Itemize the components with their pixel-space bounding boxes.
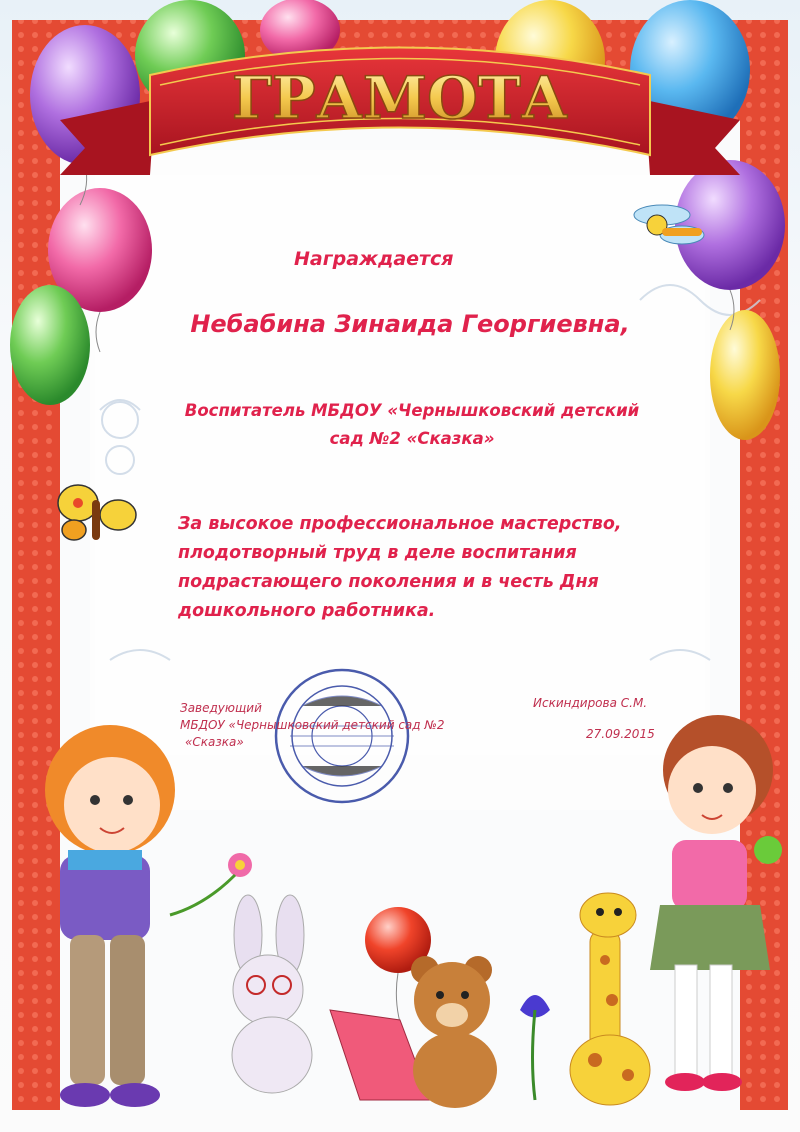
recipient-name: Небабина Зинаида Георгиевна, bbox=[190, 310, 630, 338]
signature-organization: МБДОУ «Чернышковский детский сад №2 bbox=[180, 718, 445, 732]
award-reason bbox=[178, 510, 698, 626]
recipient-position bbox=[172, 397, 652, 453]
reason-line: плодотворный труд в деле воспитания bbox=[178, 543, 577, 563]
reason-line: подрастающего поколения и в честь Дня bbox=[178, 572, 599, 592]
position-line: Воспитатель МБДОУ «Чернышковский детский bbox=[184, 401, 640, 420]
signature-date: 27.09.2015 bbox=[586, 727, 655, 741]
official-stamp bbox=[272, 666, 412, 806]
position-line: сад №2 «Сказка» bbox=[329, 429, 495, 448]
reason-line: За высокое профессиональное мастерство, bbox=[178, 514, 622, 534]
reason-line: дошкольного работника. bbox=[178, 601, 436, 621]
certificate-title: ГРАМОТА bbox=[231, 64, 569, 132]
awarded-label: Награждается bbox=[294, 248, 454, 270]
signature-head-label: Заведующий bbox=[180, 701, 262, 715]
signature-kindergarten: «Сказка» bbox=[185, 735, 244, 749]
signature-head-name: Искиндирова С.М. bbox=[533, 696, 648, 710]
